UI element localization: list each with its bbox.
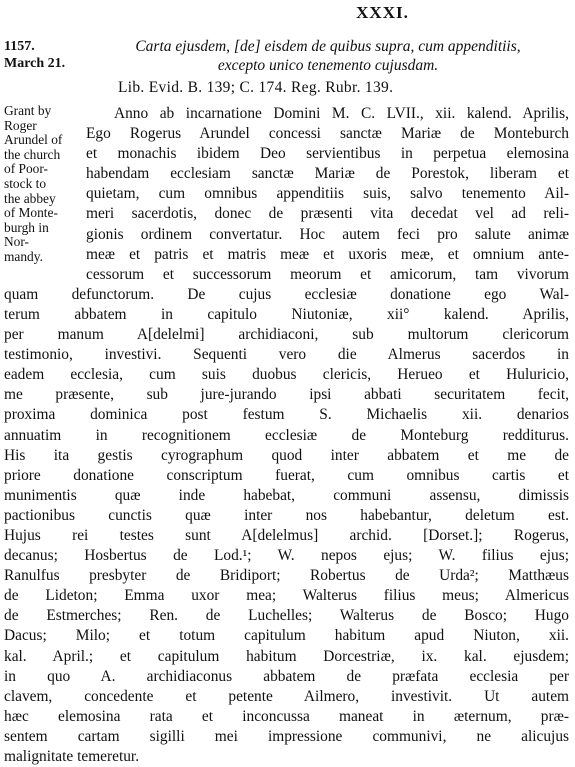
- charter-number: XXXI.: [356, 3, 409, 22]
- body-line: annuatim in recognitionem ecclesiæ de Monteburg redditurus.: [4, 426, 569, 444]
- body-line: de Estmerches; Ren. de Luchelles; Walterus de Bosco; Hugo: [4, 607, 569, 625]
- source-reference: Lib. Evid. B. 139; C. 174. Reg. Rubr. 139.: [118, 79, 394, 96]
- body-line: pactionibus cunctis quæ inter nos habebantur, deletum est.: [4, 506, 569, 524]
- body-line: me præsente, sub jure-jurando ipsi abbati securitatem fecit,: [4, 386, 569, 404]
- body-line: et monachis ibidem Deo servientibus in perpetua elemosina: [86, 145, 569, 163]
- date-day: March 21.: [4, 56, 66, 71]
- body-line: per manum A[delelmi] archidiaconi, sub multorum clericorum: [4, 326, 569, 344]
- marginal-note-line: Arundel of: [4, 132, 63, 148]
- marginal-note-line: stock to: [4, 175, 47, 191]
- charter-body: [4, 104, 569, 767]
- body-line: quietam, cum omnibus appenditiis suis, salvo tenemento Ail-: [86, 185, 569, 203]
- body-line: in quo A. archidiaconus abbatem de præfata ecclesia per: [4, 667, 569, 685]
- marginal-note-line: burgh in: [4, 219, 49, 235]
- marginal-note-line: of Poor-: [4, 161, 48, 177]
- body-line: His ita gestis cyrographum quod inter abbatem et me de: [4, 446, 569, 464]
- body-line: habendam ecclesiam sanctæ Mariæ de Porestok, liberam et: [86, 165, 569, 183]
- marginal-note-line: Grant by: [4, 103, 52, 118]
- body-line: eadem ecclesia, cum suis duobus clericis, Herueo et Huluricio,: [4, 366, 569, 384]
- body-line: Anno ab incarnatione Domini M. C. LVII., xii. kalend. Aprilis,: [114, 105, 569, 122]
- body-line: cessorum et successorum meorum et amicorum, tam vivorum: [86, 265, 569, 283]
- body-line: hæc elemosina rata et inconcussa maneat in æternum, præ-: [4, 707, 569, 725]
- body-line: sentem cartam sigilli mei impressione communivi, ne alicujus: [4, 727, 569, 745]
- body-line: proxima dominica post festum S. Michaelis xii. denarios: [4, 406, 569, 424]
- marginal-note-line: Nor-: [4, 234, 30, 250]
- body-line: terum abbatem in capitulo Niutoniæ, xii° kalend. Aprilis,: [4, 305, 569, 323]
- body-line: Hujus rei testes sunt A[delelmus] archid. [Dorset.]; Rogerus,: [4, 526, 569, 544]
- date-year: 1157.: [4, 39, 35, 54]
- body-line: quam defunctorum. De cujus ecclesiæ donatione ego Wal-: [4, 285, 569, 303]
- charter-title: [88, 37, 568, 75]
- body-line: Ego Rogerus Arundel concessi sanctæ Mariæ de Monteburch: [86, 125, 569, 143]
- body-line: testimonio, investivi. Sequenti vero die Almerus sacerdos in: [4, 346, 569, 364]
- marginal-note-line: the abbey: [4, 190, 56, 206]
- marginal-note-line: mandy.: [4, 248, 43, 264]
- title-line-1: Carta ejusdem, [de] eisdem de quibus supra, cum appenditiis,: [135, 38, 521, 55]
- date-margin: [4, 38, 82, 72]
- body-line: munimentis quæ inde habebat, communi assensu, dimissis: [4, 486, 569, 504]
- body-line: meri sacerdotis, donec de præsenti vita decedat vel ad reli-: [86, 205, 569, 223]
- body-line: Ranulfus presbyter de Bridiport; Robertus de Urda²; Matthæus: [4, 567, 569, 585]
- body-line: meæ et patris et matris meæ et uxoris meæ, et omnium ante-: [86, 245, 569, 263]
- body-line: decanus; Hosbertus de Lod.¹; W. nepos ejus; W. filius ejus;: [4, 547, 569, 565]
- body-line: kal. April.; et capitulum habitum Dorcestriæ, ix. kal. ejusdem;: [4, 647, 569, 665]
- body-line: priore donatione conscriptum fuerat, cum omnibus cartis et: [4, 466, 569, 484]
- marginal-note-line: the church: [4, 146, 61, 162]
- marginal-note-line: Roger: [4, 117, 37, 133]
- body-line: gionis ordinem convertatur. Hoc autem feci pro salute animæ: [86, 225, 569, 243]
- marginal-note-line: of Monte-: [4, 205, 58, 221]
- title-line-2: excepto unico tenemento cujusdam.: [217, 57, 439, 74]
- body-line: de Lideton; Emma uxor mea; Walterus filius meus; Almericus: [4, 587, 569, 605]
- body-line: malignitate temeretur.: [4, 748, 140, 765]
- body-line: Dacus; Milo; et totum capitulum habitum apud Niuton, xii.: [4, 627, 569, 645]
- body-line: clavem, concedente et petente Ailmero, investivit. Ut autem: [4, 687, 569, 705]
